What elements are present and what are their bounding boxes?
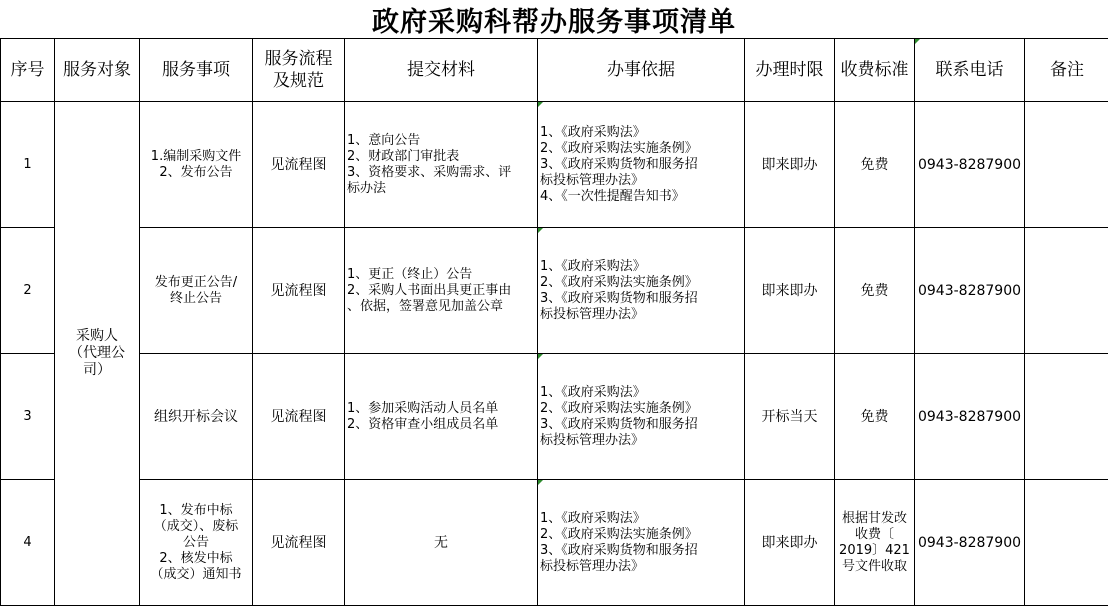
basis-line: 标投标管理办法》 <box>540 306 645 322</box>
remark-cell <box>1025 354 1108 480</box>
materials-line: 标办法 <box>347 180 387 196</box>
remark-cell <box>1025 102 1108 228</box>
basis-line: 2、《政府采购法实施条例》 <box>540 140 698 156</box>
item-line: （成交）通知书 <box>150 566 242 582</box>
fee-cell <box>835 354 915 480</box>
basis-line: 1、《政府采购法》 <box>540 510 646 526</box>
fee-line: 根据甘发改 <box>841 510 907 526</box>
basis-cell <box>538 480 745 606</box>
header-item: 服务事项 <box>140 39 253 102</box>
header-basis: 办事依据 <box>538 39 745 102</box>
materials-cell <box>345 480 538 606</box>
item-line: 组织开标会议 <box>154 408 238 425</box>
item-line: 2、核发中标 <box>159 550 233 566</box>
item-line: 发布更正公告/ <box>154 274 238 290</box>
remark-cell <box>1025 480 1108 606</box>
basis-cell <box>538 354 745 480</box>
header-phone: 联系电话 <box>915 39 1025 102</box>
materials-cell <box>345 354 538 480</box>
fee-line: 号文件收取 <box>841 558 907 574</box>
item-cell <box>140 354 253 480</box>
header-row <box>1 39 1108 102</box>
header-time: 办理时限 <box>745 39 835 102</box>
phone-cell: 0943-8287900 <box>915 102 1025 228</box>
basis-line: 3、《政府采购货物和服务招 <box>540 156 698 172</box>
header-flow <box>253 39 345 102</box>
basis-line: 3、《政府采购货物和服务招 <box>540 290 698 306</box>
item-cell <box>140 228 253 354</box>
phone-cell: 0943-8287900 <box>915 480 1025 606</box>
page-title: 政府采购科帮办服务事项清单 <box>372 6 736 38</box>
header-materials: 提交材料 <box>345 39 538 102</box>
basis-line: 2、《政府采购法实施条例》 <box>540 526 698 542</box>
basis-cell <box>538 102 745 228</box>
materials-line: 3、资格要求、采购需求、评 <box>347 164 512 180</box>
time-cell: 即来即办 <box>745 102 835 228</box>
table-row <box>1 228 1108 354</box>
materials-cell <box>345 102 538 228</box>
table-row <box>1 354 1108 480</box>
basis-line: 1、《政府采购法》 <box>540 258 646 274</box>
seq-cell: 3 <box>1 354 55 480</box>
fee-cell <box>835 228 915 354</box>
phone-cell: 0943-8287900 <box>915 354 1025 480</box>
flow-cell: 见流程图 <box>253 480 345 606</box>
service-target-cell <box>55 102 140 606</box>
fee-line: 免费 <box>860 408 889 425</box>
header-fee: 收费标准 <box>835 39 915 102</box>
table-row <box>1 480 1108 606</box>
item-cell <box>140 102 253 228</box>
header-flow-line2: 及规范 <box>273 71 324 91</box>
item-line: 公告 <box>182 534 209 550</box>
basis-line: 2、《政府采购法实施条例》 <box>540 274 698 290</box>
service-target-line: （代理公 <box>69 345 125 361</box>
fee-line: 2019〕421 <box>839 542 910 558</box>
basis-line: 标投标管理办法》 <box>540 432 645 448</box>
basis-line: 4、《一次性提醒告知书》 <box>540 188 685 204</box>
fee-cell <box>835 102 915 228</box>
item-line: 1.编制采购文件 <box>150 148 242 164</box>
item-cell <box>140 480 253 606</box>
item-line: 1、发布中标 <box>159 502 233 518</box>
basis-line: 1、《政府采购法》 <box>540 124 646 140</box>
fee-cell <box>835 480 915 606</box>
header-seq: 序号 <box>1 39 55 102</box>
time-cell: 开标当天 <box>745 354 835 480</box>
flow-cell: 见流程图 <box>253 354 345 480</box>
item-line: 终止公告 <box>169 290 222 306</box>
materials-line: 、依据，签署意见加盖公章 <box>347 298 504 314</box>
basis-line: 2、《政府采购法实施条例》 <box>540 400 698 416</box>
seq-cell: 1 <box>1 102 55 228</box>
table-row <box>1 102 1108 228</box>
phone-cell: 0943-8287900 <box>915 228 1025 354</box>
flow-cell: 见流程图 <box>253 102 345 228</box>
fee-line: 免费 <box>860 156 889 173</box>
materials-line: 2、资格审查小组成员名单 <box>347 416 499 432</box>
basis-line: 标投标管理办法》 <box>540 558 645 574</box>
header-target: 服务对象 <box>55 39 140 102</box>
time-cell: 即来即办 <box>745 228 835 354</box>
seq-cell: 4 <box>1 480 55 606</box>
basis-line: 3、《政府采购货物和服务招 <box>540 542 698 558</box>
basis-line: 标投标管理办法》 <box>540 172 645 188</box>
item-line: （成交）、废标 <box>153 518 239 534</box>
fee-line: 收费〔 <box>854 526 894 542</box>
service-target-line: 采购人 <box>76 328 118 344</box>
service-table <box>0 38 1108 606</box>
basis-line: 1、《政府采购法》 <box>540 384 646 400</box>
header-flow-line1: 服务流程 <box>264 49 333 69</box>
materials-line: 2、采购人书面出具更正事由 <box>347 282 512 298</box>
materials-line: 1、参加采购活动人员名单 <box>347 400 499 416</box>
materials-line: 1、更正（终止）公告 <box>347 266 473 282</box>
seq-cell: 2 <box>1 228 55 354</box>
materials-line: 1、意向公告 <box>347 132 421 148</box>
basis-line: 3、《政府采购货物和服务招 <box>540 416 698 432</box>
header-remark: 备注 <box>1025 39 1108 102</box>
flow-cell: 见流程图 <box>253 228 345 354</box>
remark-cell <box>1025 228 1108 354</box>
fee-line: 免费 <box>860 282 889 299</box>
materials-line: 无 <box>434 534 448 551</box>
basis-cell <box>538 228 745 354</box>
materials-line: 2、财政部门审批表 <box>347 148 460 164</box>
time-cell: 即来即办 <box>745 480 835 606</box>
materials-cell <box>345 228 538 354</box>
service-target-line: 司） <box>83 362 111 378</box>
item-line: 2、发布公告 <box>159 164 233 180</box>
